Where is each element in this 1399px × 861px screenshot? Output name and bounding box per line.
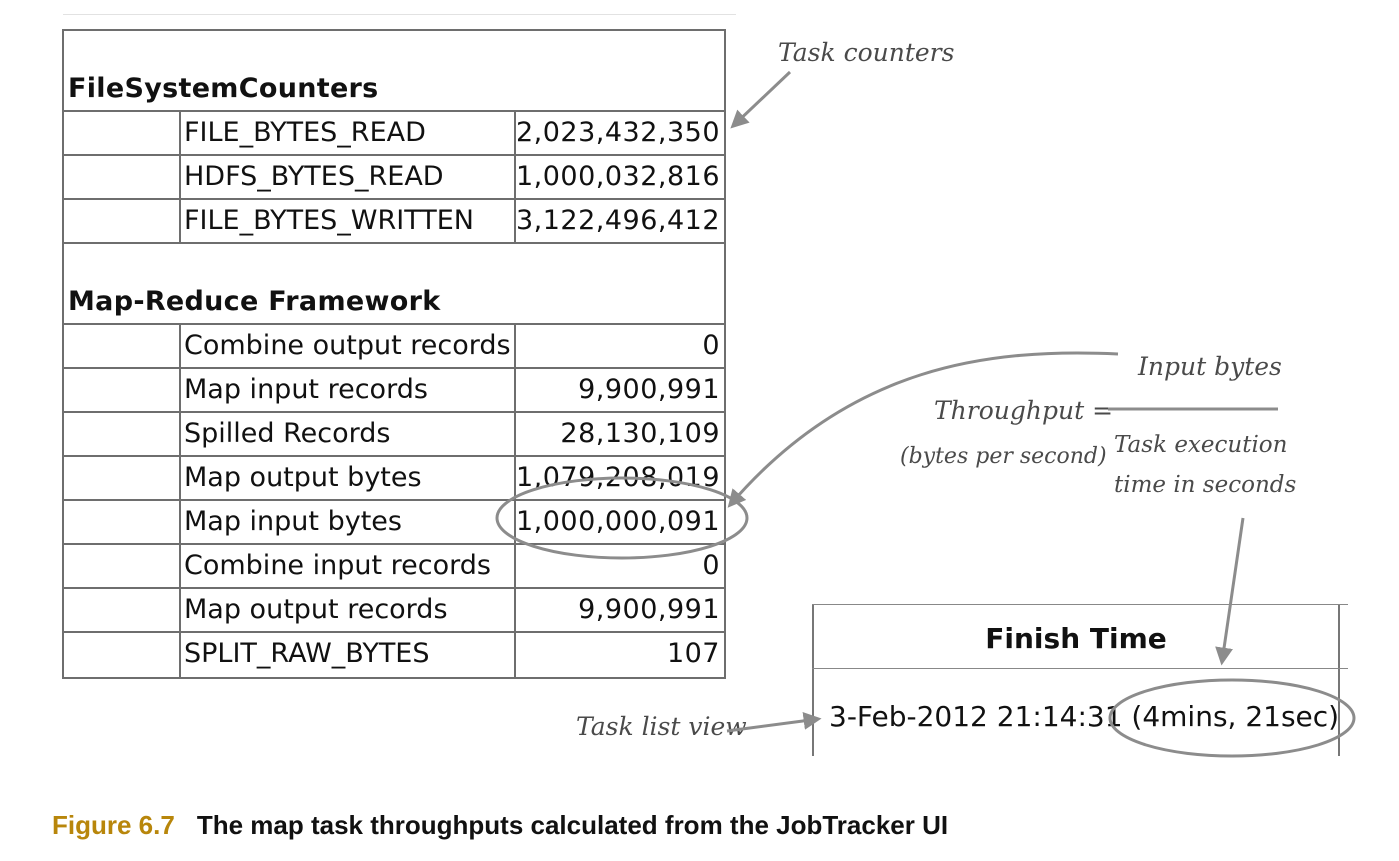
finish-time-value: 3-Feb-2012 21:14:31 (4mins, 21sec) bbox=[829, 700, 1340, 733]
counter-value: 9,900,991 bbox=[578, 374, 720, 405]
counter-value: 1,000,032,816 bbox=[515, 161, 720, 192]
numerator-label: Input bytes bbox=[1138, 352, 1282, 381]
group-title: FileSystemCounters bbox=[68, 73, 379, 104]
execution-time-arrow bbox=[1222, 518, 1243, 662]
task-list-view-arrow bbox=[727, 719, 818, 731]
task-list-view-label: Task list view bbox=[576, 712, 747, 741]
input-bytes-arrow bbox=[730, 353, 1118, 505]
task-counters-label: Task counters bbox=[778, 38, 955, 67]
figure-number: Figure 6.7 bbox=[52, 810, 175, 840]
throughput-label: Throughput = bbox=[934, 396, 1114, 425]
counter-value: 0 bbox=[702, 550, 720, 581]
input-bytes-highlight-ellipse bbox=[497, 478, 747, 558]
denominator-label-1: Task execution bbox=[1114, 432, 1288, 458]
counter-name: Combine output records bbox=[181, 325, 516, 367]
counter-value: 1,000,000,091 bbox=[515, 506, 720, 537]
counter-name: Combine input records bbox=[181, 545, 516, 587]
execution-time-highlight-ellipse bbox=[1110, 680, 1354, 756]
figure-caption bbox=[52, 810, 948, 841]
figure-caption-text: The map task throughputs calculated from the JobTracker UI bbox=[196, 810, 949, 840]
counter-name: FILE_BYTES_WRITTEN bbox=[181, 200, 516, 242]
counter-name: FILE_BYTES_READ bbox=[181, 112, 516, 154]
counter-name: Map output bytes bbox=[181, 457, 516, 499]
counter-name: Map input bytes bbox=[181, 501, 516, 543]
counter-value: 107 bbox=[666, 638, 720, 669]
counter-name: HDFS_BYTES_READ bbox=[181, 156, 516, 198]
finish-time-header: Finish Time bbox=[985, 622, 1167, 655]
counter-name: Map output records bbox=[181, 589, 516, 631]
counter-value: 2,023,432,350 bbox=[515, 117, 720, 148]
counter-value: 1,079,208,019 bbox=[515, 462, 720, 493]
counter-value: 9,900,991 bbox=[578, 594, 720, 625]
counter-name: Spilled Records bbox=[181, 413, 516, 455]
task-counters-arrow bbox=[733, 72, 790, 126]
counter-value: 28,130,109 bbox=[560, 418, 720, 449]
counter-value: 0 bbox=[702, 330, 720, 361]
group-title: Map-Reduce Framework bbox=[68, 286, 441, 317]
bytes-per-second-label: (bytes per second) bbox=[900, 444, 1107, 469]
denominator-label-2: time in seconds bbox=[1114, 472, 1297, 498]
counter-name: Map input records bbox=[181, 369, 516, 411]
counter-value: 3,122,496,412 bbox=[515, 205, 720, 236]
counter-name: SPLIT_RAW_BYTES bbox=[181, 633, 516, 677]
